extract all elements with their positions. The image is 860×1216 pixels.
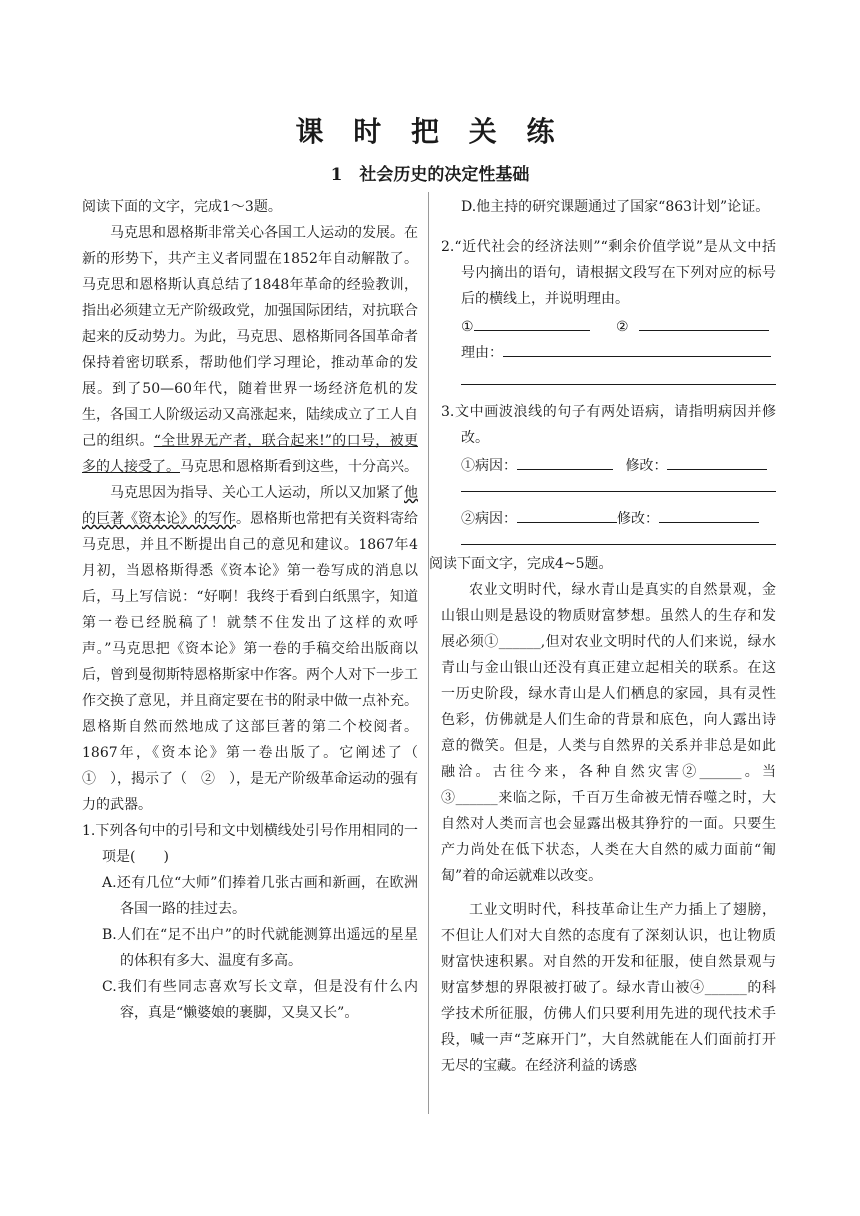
question-2: 2.“近代社会的经济法则”“剩余价值学说”是从文中括号内摘出的语句，请根据文段写在下列对应的标号后的横线上，并说明理由。	[441, 239, 776, 307]
answer-mark-2: ②	[616, 319, 629, 335]
answer-blank-2[interactable]	[639, 312, 769, 331]
question-3: 3.文中画波浪线的句子有两处语病，请指明病因并修改。	[441, 404, 776, 446]
answer-row-2-reason	[441, 338, 776, 364]
passage-text: 马克思因为指导、关心工人运动，所以又加紧了	[110, 485, 404, 501]
answer-row-2-marks	[441, 312, 776, 338]
column-divider	[428, 192, 429, 1114]
question-1-option-c: C.我们有些同志喜欢写长文章，但是没有什么内容，真是“懒婆娘的裹脚，又臭又长”。	[102, 979, 418, 1021]
answer-row-3-2	[441, 504, 776, 530]
cause-blank-1[interactable]	[517, 451, 613, 470]
wavy-sentence: 他的巨著《资本论》的写作	[82, 485, 418, 527]
passage-text: 马克思和恩格斯看到这些，十分高兴。	[180, 459, 418, 475]
reason-label: 理由：	[461, 345, 503, 361]
question-1-option-b: B.人们在“足不出户”的时代就能测算出遥远的星星的体积有多大、温度有多高。	[102, 927, 418, 969]
fix-label-1: 修改：	[625, 458, 668, 474]
fix-label-2: 修改：	[617, 511, 659, 527]
reading-intro: 阅读下面的文字，完成1～3题。	[82, 199, 282, 215]
cause-blank-2[interactable]	[517, 504, 617, 523]
passage-text: 马克思和恩格斯非常关心各国工人运动的发展。在新的形势下，共产主义者同盟在1852年自动解散了。马克思和恩格斯认真总结了1848年革命的经验教训，指出必须建立无产阶级政党，加强国际团结，对抗联合起来的反动势力。为此，马克思、恩格斯同各国革命者保持着密切联系，帮助他们学习理论，推动革命的发展。到了50—60年代，随着世界一场经济危机的发生，各国工人阶级运动又高涨起来，陆续成立了工人自己的组织。	[82, 225, 418, 449]
reading-intro-2: 阅读下面文字，完成4~5题。	[429, 556, 613, 572]
question-1-option-d: D.他主持的研究课题通过了国家“863计划”论证。	[461, 199, 770, 215]
question-1: 1.下列各句中的引号和文中划横线处引号作用相同的一项是( )	[82, 823, 418, 865]
answer-blank-1[interactable]	[474, 312, 590, 331]
passage-text: 。恩格斯也常把有关资料寄给马克思，并且不断提出自己的意见和建议。1867年4月初，当恩格斯得悉《资本论》第一卷写成的消息以后，马上写信说：“好啊！我终于看到白纸黑字，知道第一卷已经脱稿了！就禁不住发出了这样的欢呼声。”马克思把《资本论》第一卷的手稿交给出版商以后，曾到曼彻斯特恩格斯家中作客。两个人对下一步工作交换了意见，并且商定要在书的附录中做一点补充。恩格斯自然而然地成了这部巨著的第二个校阅者。1867年，《资本论》第一卷出版了。它阐述了（ ① ），揭示了（ ② ），是无产阶级革命运动的强有力的武器。	[82, 511, 432, 813]
passage-paragraph-4: 工业文明时代，科技革命让生产力插上了翅膀，不但让人们对大自然的态度有了深刻认识，也让物质财富快速积累。对自然的开发和征服，使自然景观与财富梦想的界限被打破了。绿水青山被④______的科学技术所征服，仿佛人们只要利用先进的现代技术手段，喊一声“芝麻开门”，大自然就能在人们面前打开无尽的宝藏。在经济利益的诱惑	[441, 902, 776, 1074]
passage-paragraph-3: 农业文明时代，绿水青山是真实的自然景观，金山银山则是悬设的物质财富梦想。虽然人的生存和发展必须①______,但对农业文明时代的人们来说，绿水青山与金山银山还没有真正建立起相关的联系。在这一历史阶段，绿水青山是人们栖息的家园，具有灵性色彩，仿佛就是人们生命的背景和底色，向人露出诗意的微笑。但是，人类与自然界的关系并非总是如此融洽。古往今来，各种自然灾害②______。当③______来临之际，千百万生命被无情吞噬之时，大自然对人类而言也会显露出极其狰狞的一面。只要生产力尚处在低下状态，人类在大自然的威力面前“匍匐”着的命运就难以改变。	[441, 582, 776, 884]
passage-paragraph-1	[82, 220, 418, 480]
fix-blank-2[interactable]	[659, 504, 759, 523]
page-title: 课 时 把 关 练	[295, 115, 565, 148]
question-1-option-a: A.还有几位“大师”们捧着几张古画和新画，在欧洲各国一路的挂过去。	[102, 875, 418, 917]
passage-paragraph-2	[82, 480, 432, 818]
cause-label-1: ①病因：	[461, 458, 517, 474]
cause-label-2: ②病因：	[461, 511, 517, 527]
lesson-title: 1 社会历史的决定性基础	[330, 165, 530, 185]
right-column	[429, 194, 776, 1079]
reason-blank[interactable]	[503, 338, 771, 357]
underlined-sentence: “全世界无产者，联合起来!”的口号，被更多的人接受了。	[82, 433, 418, 475]
left-column	[82, 194, 432, 1026]
answer-row-3-1	[441, 451, 776, 477]
answer-mark-1: ①	[461, 319, 474, 335]
fix-blank-1[interactable]	[667, 451, 767, 470]
